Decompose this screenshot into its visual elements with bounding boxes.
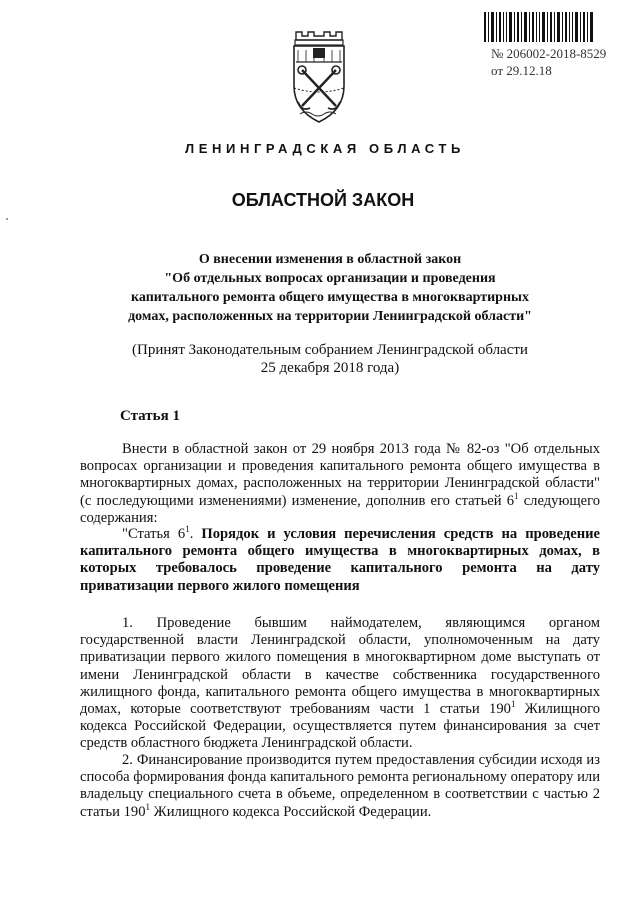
new-article-prefix: "Статья 6 [122,526,186,542]
superscript: 1 [145,801,151,812]
new-article-dot: . [189,526,202,542]
point-1 [80,615,600,753]
leningrad-oblast-coat-of-arms-icon [286,30,352,130]
point-2 [80,752,600,821]
margin-mark [6,218,8,220]
point-1-text: 1. Проведение бывшим наймодателем, являющимся органом государственной власти Ленинградской области, уполномоченным на дату приватизации первого жилого помещения в многоквартирном доме выступать от имени Ленинградской области в качестве собственника государственного жилищного фонда, капитального ремонта общего имущества в многоквартирных домах, которые соответствуют требованиям части 1 статьи 190 [80,615,600,718]
document-type: ОБЛАСТНОЙ ЗАКОН [231,190,415,210]
new-article-title: Порядок и условия перечисления средств на проведение капитального ремонта общего имущества в многоквартирных домах, в которых требовалось проведение капитального ремонта на дату приватизации первого жилого помещения [80,526,601,594]
point-2-text: 2. Финансирование производится путем предоставления субсидии исходя из способа формирования фонда капитального ремонта региональному оператору или владельцу специального счета в объеме, определенном в соответствии с частью 2 статьи 190 [80,752,601,820]
law-title-line: капитального ремонта общего имущества в многоквартирных [131,290,529,305]
law-title-line: О внесении изменения в областной закон [198,252,462,267]
adoption-note [80,341,580,377]
law-title-line: "Об отдельных вопросах организации и проведения [164,271,496,286]
region-name: ЛЕНИНГРАДСКАЯ ОБЛАСТЬ [185,141,465,156]
law-title [80,250,580,326]
intro-text: Внести в областной закон от 29 ноября 2013 года № 82-оз "Об отдельных вопросах организации и проведения капитального ремонта общего имущества в многоквартирных домах, расположенных на территории Ленинградской области" (с последующими изменениями) изменение, дополнив его статьей 6 [80,441,600,509]
intro-text-end: следующего содержания: [80,492,601,526]
point-1-text-end: Жилищного кодекса Российской Федерации, осуществляется путем финансирования за счет средств областного бюджета Ленинградской области. [80,701,600,752]
new-article-heading [80,526,600,595]
adoption-note-line: (Принят Законодательным собранием Ленинградской области [132,342,528,358]
article-intro [80,441,600,527]
superscript: 1 [510,699,516,710]
law-title-line: домах, расположенных на территории Ленинградской области" [128,309,532,324]
registration-date: от 29.12.18 [491,63,552,78]
barcode-icon [484,12,594,42]
superscript: 1 [514,490,519,501]
superscript: 1 [185,524,190,535]
registration-number: № 206002-2018-8529 [491,46,607,61]
point-2-text-end: Жилищного кодекса Российской Федерации. [150,803,432,820]
adoption-note-line: 25 декабря 2018 года) [260,360,400,376]
article-heading: Статья 1 [120,408,180,424]
